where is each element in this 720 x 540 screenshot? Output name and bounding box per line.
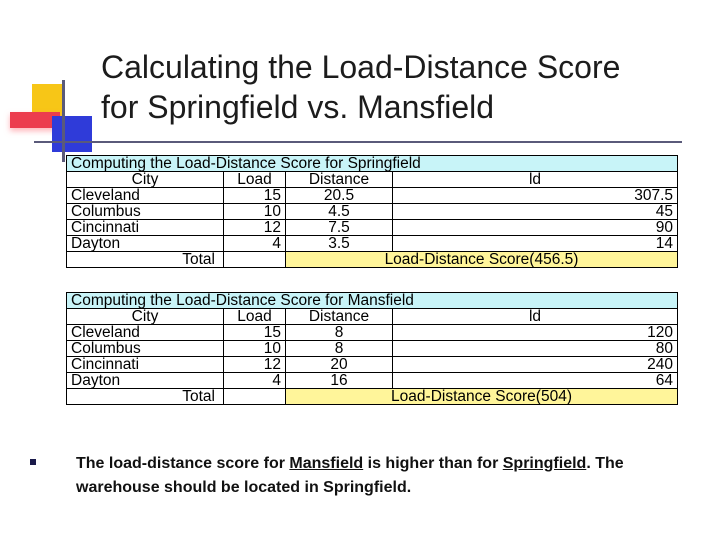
total-row [67, 252, 678, 268]
mansfield-link[interactable]: Mansfield [289, 455, 364, 472]
conclusion-text [76, 452, 710, 500]
city-cell: Columbus [67, 204, 224, 220]
load-cell: 12 [224, 220, 286, 236]
ld-cell: 120 [393, 325, 678, 341]
table-row [67, 357, 678, 373]
city-cell: Cincinnati [67, 220, 224, 236]
table-row [67, 341, 678, 357]
distance-cell: 16 [286, 373, 393, 389]
ld-cell: 90 [393, 220, 678, 236]
ld-cell: 45 [393, 204, 678, 220]
load-distance-score: Load-Distance Score(504) [286, 389, 678, 405]
springfield-link[interactable]: Springfield [502, 455, 587, 472]
load-cell: 10 [224, 341, 286, 357]
springfield-table [66, 155, 678, 268]
ld-cell: 80 [393, 341, 678, 357]
distance-cell: 20 [286, 357, 393, 373]
load-cell: 10 [224, 204, 286, 220]
column-header-load: Load [224, 172, 286, 188]
table-row [67, 236, 678, 252]
decorative-vertical-line [62, 80, 65, 162]
column-header-distance: Distance [286, 172, 393, 188]
table-row [67, 373, 678, 389]
distance-cell: 8 [286, 325, 393, 341]
column-header-distance: Distance [286, 309, 393, 325]
city-cell: Columbus [67, 341, 224, 357]
table-row [67, 325, 678, 341]
table-caption: Computing the Load-Distance Score for Springfield [67, 156, 678, 172]
total-label: Total [67, 252, 224, 268]
table-row [67, 220, 678, 236]
city-cell: Cincinnati [67, 357, 224, 373]
city-cell: Cleveland [67, 188, 224, 204]
city-cell: Dayton [67, 236, 224, 252]
city-cell: Cleveland [67, 325, 224, 341]
distance-cell: 3.5 [286, 236, 393, 252]
ld-cell: 14 [393, 236, 678, 252]
table-row [67, 188, 678, 204]
title-line-1: Calculating the Load-Distance Score [101, 49, 621, 85]
distance-cell: 20.5 [286, 188, 393, 204]
decorative-blue-square [52, 116, 92, 152]
distance-cell: 7.5 [286, 220, 393, 236]
distance-cell: 4.5 [286, 204, 393, 220]
table-row [67, 204, 678, 220]
table-caption: Computing the Load-Distance Score for Mansfield [67, 293, 678, 309]
title-line-2: for Springfield vs. Mansfield [101, 89, 495, 125]
conclusion-bullet [30, 452, 710, 500]
load-cell: 12 [224, 357, 286, 373]
column-header-ld: ld [393, 309, 678, 325]
conclusion-text-part: is higher than for [363, 455, 503, 472]
ld-cell: 240 [393, 357, 678, 373]
decorative-horizontal-line [34, 141, 682, 143]
empty-cell [224, 389, 286, 405]
total-label: Total [67, 389, 224, 405]
ld-cell: 307.5 [393, 188, 678, 204]
load-cell: 15 [224, 325, 286, 341]
conclusion-text-part: The load-distance score for [76, 455, 290, 472]
square-bullet-icon [30, 459, 36, 465]
slide-title [101, 47, 701, 127]
distance-cell: 8 [286, 341, 393, 357]
mansfield-table [66, 292, 678, 405]
column-header-ld: ld [393, 172, 678, 188]
city-cell: Dayton [67, 373, 224, 389]
column-header-load: Load [224, 309, 286, 325]
conclusion-text-part: . The warehouse should be located in Springfield. [76, 455, 624, 496]
column-header-city: City [67, 309, 224, 325]
load-cell: 4 [224, 236, 286, 252]
load-cell: 4 [224, 373, 286, 389]
load-cell: 15 [224, 188, 286, 204]
load-distance-score: Load-Distance Score(456.5) [286, 252, 678, 268]
total-row [67, 389, 678, 405]
column-header-city: City [67, 172, 224, 188]
empty-cell [224, 252, 286, 268]
ld-cell: 64 [393, 373, 678, 389]
